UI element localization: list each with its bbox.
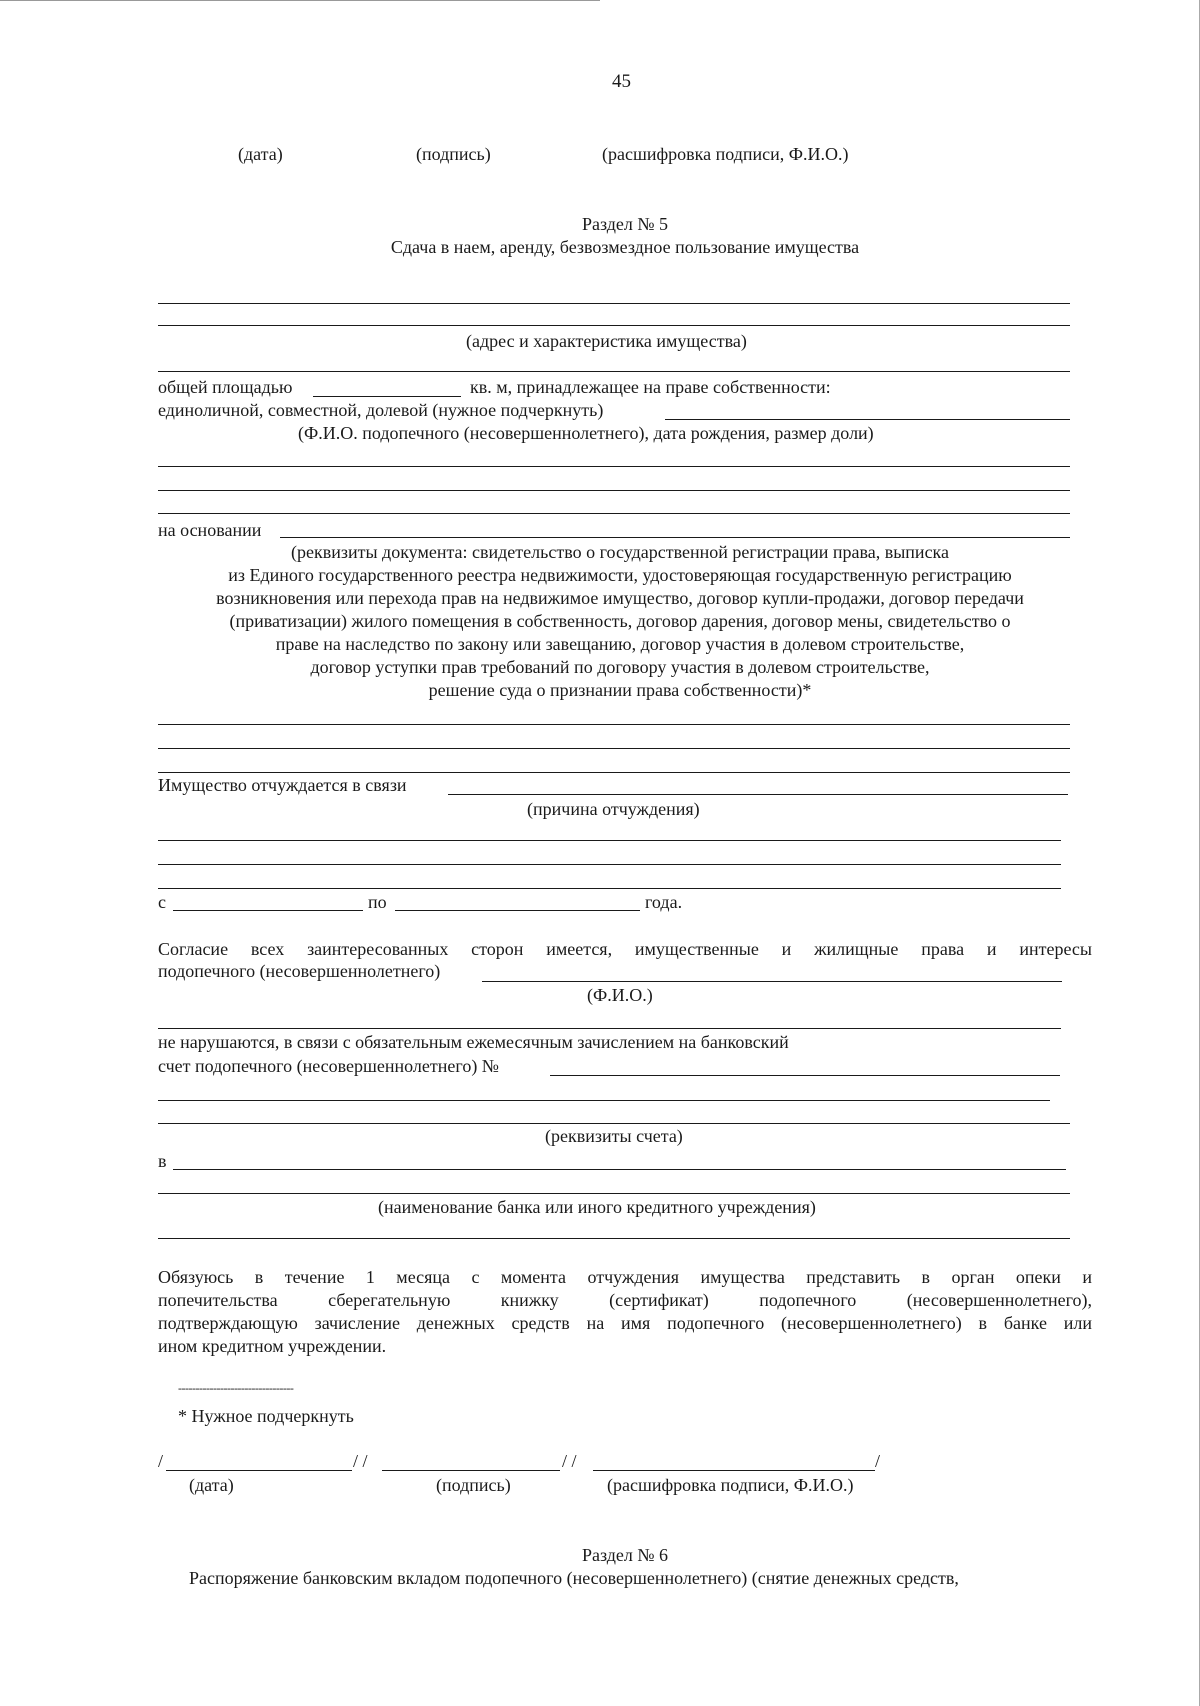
address-caption: (адрес и характеристика имущества) [466, 331, 747, 351]
basis-blank [280, 537, 1070, 538]
section5-heading: Раздел № 5 [581, 214, 669, 234]
basis-caption-line: из Единого государственного реестра недвижимости, удостоверяющая государственную регистрацию [228, 565, 1012, 585]
consent-line-1: Согласие всех заинтересованных сторон имеется, имущественные и жилищные права и интересы [158, 939, 1092, 959]
alienation-label: Имущество отчуждается в связи [158, 775, 407, 795]
fio-line [158, 1028, 1061, 1029]
ward-line-1 [158, 466, 1070, 467]
bank-line-2 [158, 1238, 1070, 1239]
bank-blank [173, 1169, 1066, 1170]
sig-date-blank [166, 1470, 352, 1471]
footnote-separator: --------------------------------- [178, 1381, 294, 1395]
bottom-date-caption: (дата) [189, 1475, 234, 1495]
period-to-blank [395, 910, 640, 911]
sig-slash-mid2: / / [562, 1451, 577, 1471]
basis-caption-line: (реквизиты документа: свидетельство о государственной регистрации права, выписка [290, 542, 950, 562]
account-blank [550, 1075, 1060, 1076]
sig-decode-blank [593, 1470, 875, 1471]
address-line-3 [158, 371, 1070, 372]
top-sign-caption: (подпись) [416, 144, 491, 164]
account-line-2 [158, 1123, 1070, 1124]
bank-caption: (наименование банка или иного кредитного учреждения) [378, 1197, 816, 1217]
sig-slash-close: / [875, 1451, 881, 1471]
basis-caption-line: (приватизации) жилого помещения в собственность, договор дарения, договор мены, свидетельство о [229, 611, 1011, 631]
address-line-2 [158, 325, 1070, 326]
obligation-line: Обязуюсь в течение 1 месяца с момента отчуждения имущества представить в орган опеки и [158, 1267, 1092, 1287]
scan-edge-top [0, 0, 600, 1]
obligation-paragraph [158, 1266, 1092, 1358]
alienation-line-2 [158, 864, 1061, 865]
period-from-label: с [158, 892, 166, 912]
area-suffix: кв. м, принадлежащее на праве собственности: [470, 377, 831, 397]
bottom-sign-caption: (подпись) [436, 1475, 511, 1495]
ward-line-2 [158, 490, 1070, 491]
ward-caption: (Ф.И.О. подопечного (несовершеннолетнего), дата рождения, размер доли) [298, 423, 874, 443]
alienation-caption: (причина отчуждения) [527, 799, 700, 819]
consent-line-2: подопечного (несовершеннолетнего) [158, 961, 441, 981]
bank-prefix: в [158, 1151, 167, 1171]
ownership-blank [665, 419, 1070, 420]
ownership-line: единоличной, совместной, долевой (нужное подчеркнуть) [158, 400, 604, 420]
basis-line-1 [158, 724, 1070, 725]
footnote: * Нужное подчеркнуть [178, 1406, 354, 1426]
ward-line-3 [158, 513, 1070, 514]
section5-title: Сдача в наем, аренду, безвозмездное пользование имущества [390, 237, 860, 257]
basis-line-2 [158, 748, 1070, 749]
sig-sign-blank [382, 1470, 560, 1471]
area-prefix: общей площадью [158, 377, 293, 397]
section6-title: Распоряжение банковским вкладом подопечного (несовершеннолетнего) (снятие денежных средств, [189, 1568, 959, 1588]
alienation-line-1 [158, 840, 1061, 841]
top-decode-caption: (расшифровка подписи, Ф.И.О.) [602, 144, 849, 164]
fio-caption: (Ф.И.О.) [587, 985, 653, 1005]
area-blank [313, 396, 461, 397]
period-to-label: по [368, 892, 387, 912]
basis-label: на основании [158, 520, 262, 540]
not-violated-line: не нарушаются, в связи с обязательным ежемесячным зачислением на банковский [158, 1032, 789, 1052]
page-number: 45 [612, 71, 631, 92]
period-from-blank [173, 910, 363, 911]
alienation-line-3 [158, 888, 1061, 889]
obligation-line: подтверждающую зачисление денежных средств на имя подопечного (несовершеннолетнего) в банке или [158, 1313, 1092, 1333]
basis-caption-line: договор уступки прав требований по договору участия в долевом строительстве, [310, 657, 930, 677]
basis-caption-line: решение суда о признании права собственности)* [428, 680, 812, 700]
account-line-1 [158, 1100, 1050, 1101]
section6-heading: Раздел № 6 [581, 1545, 669, 1565]
basis-line-3 [158, 772, 1070, 773]
sig-slash-open: / [158, 1451, 164, 1471]
top-date-caption: (дата) [238, 144, 283, 164]
consent-blank [482, 981, 1062, 982]
account-caption: (реквизиты счета) [545, 1126, 683, 1146]
bottom-decode-caption: (расшифровка подписи, Ф.И.О.) [607, 1475, 854, 1495]
bank-line [158, 1193, 1070, 1194]
obligation-line: попечительства сберегательную книжку (сертификат) подопечного (несовершеннолетнего), [158, 1290, 1092, 1310]
sig-slash-mid1: / / [353, 1451, 368, 1471]
alienation-blank [448, 794, 1068, 795]
period-suffix: года. [645, 892, 683, 912]
basis-caption-line: возникновения или перехода прав на недвижимое имущество, договор купли-продажи, договор передачи [216, 588, 1024, 608]
basis-caption-line: праве на наследство по закону или завещанию, договор участия в долевом строительстве, [275, 634, 965, 654]
basis-caption [140, 541, 1100, 702]
obligation-line: ином кредитном учреждении. [158, 1336, 387, 1356]
address-line-1 [158, 303, 1070, 304]
account-line: счет подопечного (несовершеннолетнего) № [158, 1056, 499, 1076]
